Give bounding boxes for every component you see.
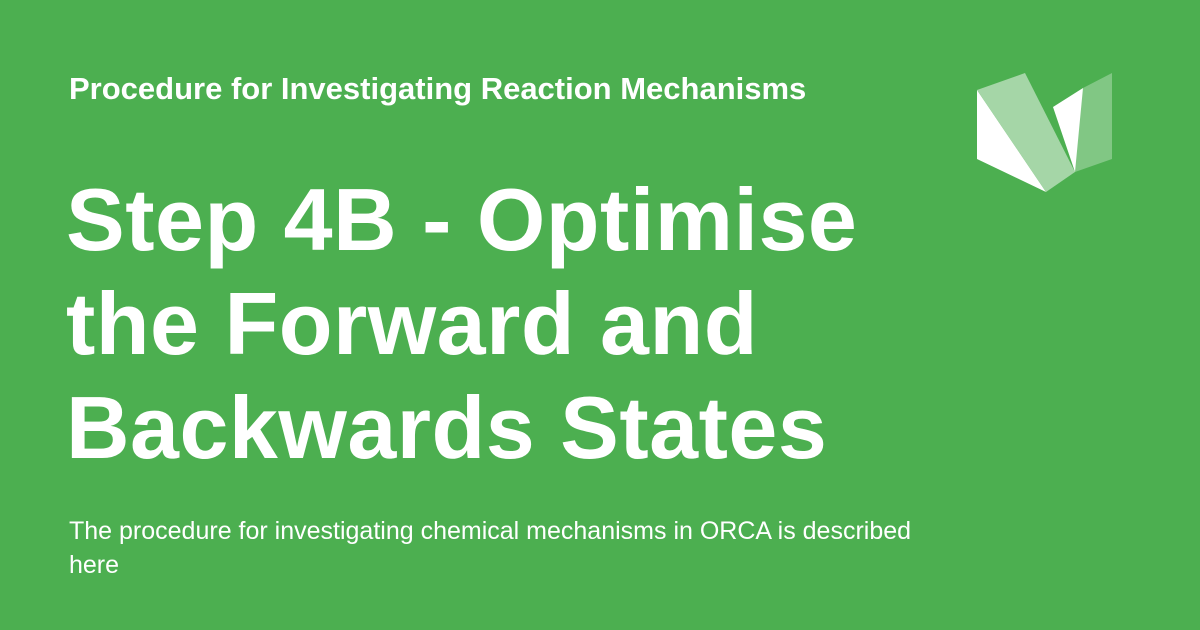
page-description: The procedure for investigating chemical mechanisms in ORCA is described here: [69, 517, 912, 579]
page-title: Step 4B - Optimise the Forward and Backwards States: [66, 170, 858, 477]
series-title: Procedure for Investigating Reaction Mechanisms: [69, 71, 807, 106]
brand-logo-icon: [976, 72, 1114, 194]
logo-mid-right-facet: [1075, 73, 1112, 172]
